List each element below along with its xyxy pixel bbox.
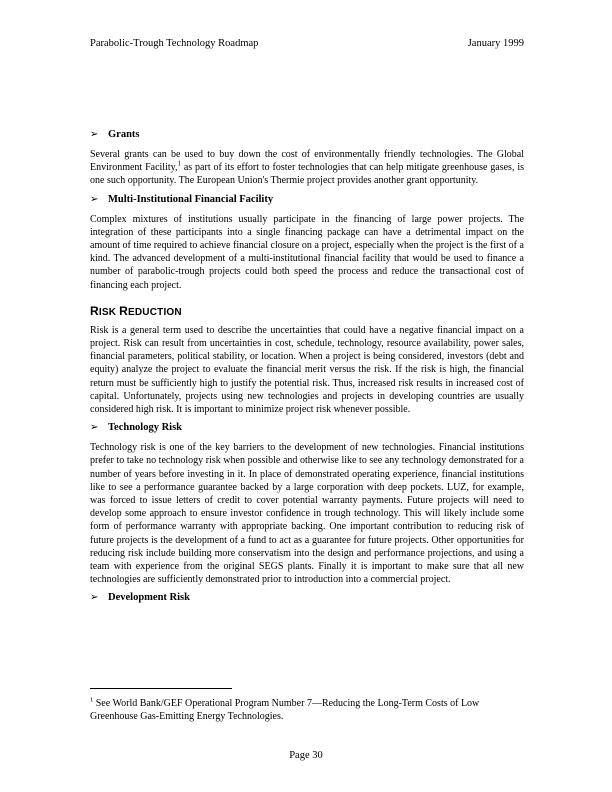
- footnote-ref[interactable]: 1: [177, 159, 181, 168]
- arrow-bullet-icon: ➢: [90, 592, 99, 604]
- footnote-divider: [90, 688, 232, 689]
- bullet-heading-development-risk: [90, 592, 524, 603]
- footnote-marker: 1: [90, 696, 94, 704]
- arrow-bullet-icon: ➢: [90, 422, 99, 434]
- bullet-title: Grants: [108, 129, 140, 140]
- bullet-heading-grants: [90, 129, 524, 140]
- risk-paragraph: Risk is a general term used to describe the uncertainties that could have a negative financial impact on a project. Risk can result from uncertainties in cost, schedule, technology, resource availability, power sales, financial parameters, political stability, or location. When a project is being considered, investors (debt and equity) analyze the project to evaluate the financial merit versus the risk. If the risk is high, the financial return must be sufficiently high to justify the potential risk. Thus, increased risk results in increased cost of capital. Unfortunately, projects using new technologies and projects in developing countries are usually considered high risk. It is important to minimize project risk whenever possible.: [90, 324, 524, 416]
- technology-risk-paragraph: Technology risk is one of the key barriers to the development of new technologies. Financial institutions prefer to take no technology risk when possible and otherwise like to see any technology demonstrated for a number of years before investing in it. In place of demonstrated operating experience, financial institutions like to see a performance guarantee backed by a large corporation with deep pockets. LUZ, for example, was forced to issue letters of credit to cover potential warranty payments. Future projects will need to develop some approach to ensure investor confidence in trough technology. This will likely include some form of performance warranty with appropriate backing. One important contribution to reducing risk of future projects is the development of a fund to act as a guarantee for future projects. Other opportunities for reducing risk include building more conservatism into the design and performance projections, and using a team with experience from the original SEGS plants. Finally it is important to make sure that all new technologies are sufficiently demonstrated prior to introduction into a commercial project.: [90, 442, 524, 586]
- mif-paragraph: Complex mixtures of institutions usually participate in the financing of large power projects. The integration of these participants into a single financing package can have a detrimental impact on the amount of time required to achieve financial closure on a project, especially when the project is the first of a kind. The advanced development of a multi-institutional financial facility that would be used to finance a number of parabolic-trough projects could both speed the process and reduce the transactional cost of financing each project.: [90, 213, 524, 291]
- bullet-title: Development Risk: [108, 592, 190, 604]
- footnote-text: See World Bank/GEF Operational Program Number 7—Reducing the Long-Term Costs of Low Greenhouse Gas-Emitting Energy Technologies.: [90, 698, 480, 722]
- bullet-title: Multi-Institutional Financial Facility: [108, 193, 274, 205]
- bullet-heading-mif: [90, 194, 524, 205]
- page-body: [90, 129, 524, 611]
- arrow-bullet-icon: ➢: [90, 129, 99, 140]
- grants-paragraph: Several grants can be used to buy down the cost of environmentally friendly technologies. The Global Environment Facility,$^1$ as part of its effort to foster technologies that can help mitigate greenhouse gases, is one such opportunity. The European Union's Thermie project provides another grant opportunity.: [90, 149, 524, 187]
- running-header-title: Parabolic-Trough Technology Roadmap: [90, 38, 259, 49]
- running-header-date: January 1999: [467, 38, 524, 49]
- section-heading-risk-reduction: RISK REDUCTION: [90, 303, 182, 318]
- bullet-heading-technology-risk: [90, 422, 524, 433]
- footnote: [90, 697, 524, 723]
- arrow-bullet-icon: ➢: [90, 193, 99, 205]
- bullet-title: Technology Risk: [108, 422, 183, 434]
- page-number: Page 30: [289, 750, 323, 761]
